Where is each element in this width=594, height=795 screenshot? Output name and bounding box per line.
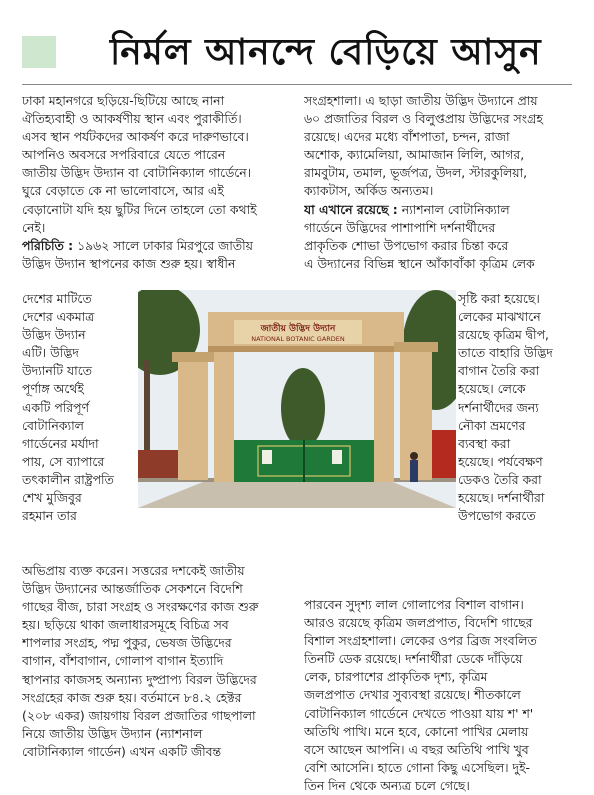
history-first-line: ১৯৬২ সালে ঢাকার মিরপুরে জাতীয়: [73, 237, 253, 253]
attractions-first-line: ন্যাশনাল বোটানিক্যাল: [397, 201, 510, 217]
red-wall-right: [432, 430, 456, 478]
gate-side-roof-left: [172, 352, 214, 362]
text-line: প্রাকৃতিক শোভা উপভোগ করার চিন্তা করে: [304, 237, 509, 253]
section-label-attractions: যা এখানে রয়েছে :: [304, 201, 398, 217]
text-line: দর্শনার্থীদের জন্য: [458, 399, 539, 415]
text-line: ৬০ প্রজাতির বিরল ও বিলুপ্তপ্রায় উদ্ভিদের সংগ্রহ: [304, 111, 543, 127]
gate-poster-2: [332, 450, 342, 464]
text-line: বেড়ানোটা যদি হয় ছুটির দিনে তাহলে তো কথাই: [22, 201, 257, 217]
gate-sign-bangla: জাতীয় উদ্ভিদ উদ্যান: [260, 324, 336, 334]
text-line: পূর্ণাঙ্গ অর্থেই: [22, 381, 84, 397]
visitor-head: [410, 452, 418, 460]
attractions-paragraph: [304, 201, 574, 273]
article-headline: নির্মল আনন্দে বেড়িয়ে আসুন: [110, 31, 542, 73]
text-line: অভিপ্রায় ব্যক্ত করেন। সত্তরের দশকেই জাতীয়: [22, 563, 245, 578]
text-line: দেশের মাটিতে: [22, 291, 92, 306]
text-line: ঘুরে বেড়াতে কে না ভালোবাসে, আর এই: [22, 183, 224, 199]
text-line: অশোক, ক্যামেলিয়া, আমাজান লিলি, আগর,: [304, 147, 525, 163]
text-line: বেশি আসেনি। হাতে গোনা কিছু এসেছিল। দুই-: [304, 759, 530, 775]
text-line: বাগান, বাঁশবাগান, গোলাপ বাগান ইত্যাদি: [22, 653, 224, 669]
gate-pillar-left: [214, 352, 234, 482]
text-line: আরও রয়েছে কৃত্রিম জলপ্রপাত, বিদেশি গাছের: [304, 615, 533, 631]
text-line: তিনটি ডেক রয়েছে। দর্শনার্থীরা ডেকে দাঁড়িয়ে: [304, 651, 523, 667]
gate-illustration: [138, 290, 456, 508]
text-line: রহমান তার: [22, 508, 77, 524]
text-line: তিন দিন থেকে অন্যত্র চলে গেছে।: [304, 777, 470, 793]
text-line: হয়েছে। লেকে: [458, 381, 526, 397]
text-line: এসব স্থান পর্যটকদের আকর্ষণ করে দারুণভাবে।: [22, 129, 249, 145]
gate-side-roof-right: [394, 342, 438, 352]
text-line: অতিথি পাখি। মনে হবে, কোনো পাখির মেলায়: [304, 723, 529, 739]
text-line: উদ্ভিদ উদ্যানের আন্তর্জাতিক সেকশনে বিদেশি: [22, 581, 243, 597]
text-line: [304, 201, 574, 219]
text-line: ব্যবস্থা করা: [458, 435, 511, 451]
left-column-top: [22, 92, 294, 273]
text-line: বসে আছেন আপনি। এ বছর অতিথি পাখি খুব: [304, 741, 529, 757]
left-column-wrap: [22, 290, 134, 525]
text-line: ডেকও তৈরি করা: [458, 471, 542, 487]
text-line: ঢাকা মহানগরে ছড়িয়ে-ছিটিয়ে আছে নানা: [22, 93, 225, 108]
text-line: সৃষ্টি করা হয়েছে।: [458, 291, 540, 306]
text-line: লেকের মাঝখানে: [458, 309, 541, 325]
text-line: উদ্ভিদ উদ্যান স্থাপনের কাজ শুরু হয়। স্বাধীন: [22, 255, 236, 271]
text-line: গার্ডেনের মর্যাদা: [22, 435, 99, 451]
text-line: পায়, সে ব্যাপারে: [22, 453, 105, 469]
text-line: হয়েছে। দর্শনার্থীরা: [458, 490, 545, 506]
section-label-history: পরিচিতি :: [22, 237, 74, 253]
tree-trunk: [144, 360, 150, 450]
text-line: তৎকালীন রাষ্ট্রপতি: [22, 471, 114, 487]
text-line: রয়েছে কৃত্রিম দ্বীপ,: [458, 327, 549, 343]
headline-rule: [22, 84, 572, 85]
text-line: স্থাপনার কাজসহ অন্যান্য দুষ্প্রাপ্য বিরল উদ্ভিদের: [22, 671, 257, 687]
gate-beam-shadow: [208, 346, 404, 352]
text-line: পারবেন সুদৃশ্য লাল গোলাপের বিশাল বাগান।: [304, 597, 524, 612]
gate-poster-1: [262, 450, 272, 464]
text-line: হয়েছে। পর্যবেক্ষণ: [458, 453, 543, 469]
right-column-top: [304, 92, 574, 273]
text-line: [22, 237, 294, 255]
text-line: শাপলার সংগ্রহ, পদ্ম পুকুর, ভেষজ উদ্ভিদের: [22, 635, 232, 651]
text-line: একটি পরিপূর্ণ: [22, 399, 90, 415]
text-line: (২০৮ একর) জায়গায় বিরল প্রজাতির গাছপালা: [22, 707, 256, 723]
text-line: ঐতিহ্যবাহী ও আকর্ষণীয় স্থান এবং পুরাকীর্তি।: [22, 111, 242, 127]
tree-center: [281, 368, 325, 448]
text-line: ক্যাকটাস, অর্কিড অন্যতম।: [304, 183, 434, 199]
red-wall-left: [138, 450, 178, 478]
intro-paragraph: [22, 92, 294, 237]
visitor-figure: [410, 460, 418, 482]
gate-sign-english: NATIONAL BOTANIC GARDEN: [251, 335, 345, 343]
right-column-bottom: [304, 596, 574, 795]
text-line: উদ্ভিদ উদ্যান: [22, 327, 86, 343]
text-line: বাগান তৈরি করা: [458, 363, 540, 379]
gate-side-tower-left: [178, 360, 208, 480]
text-line: দেশের একমাত্র: [22, 309, 95, 325]
text-line: নিয়ে জাতীয় উদ্ভিদ উদ্যান (ন্যাশনাল: [22, 725, 203, 741]
text-line: সংগ্রহের কাজ শুরু হয়। বর্তমানে ৮৪.২ হেক্টর: [22, 689, 242, 705]
text-line: নেই।: [22, 219, 46, 235]
text-line: রয়েছে। এদের মধ্যে বাঁশপাতা, চন্দন, রাজা: [304, 129, 510, 145]
text-line: লেক, চারপাশের প্রাকৃতিক দৃশ্য, কৃত্রিম: [304, 669, 488, 685]
text-line: রামবুটাম, তমাল, ভূর্জপত্র, উদল, স্টারকুলিয়া,: [304, 165, 528, 181]
text-line: আপনিও অবসরে সপরিবারে যেতে পারেন: [22, 147, 226, 163]
left-column-bottom: [22, 562, 294, 761]
header-accent-block: [22, 36, 56, 68]
text-line: সংগ্রহশালা। এ ছাড়া জাতীয় উদ্ভিদ উদ্যানে প্রায়: [304, 93, 538, 108]
history-paragraph: [22, 237, 294, 273]
garden-gate-photo: [138, 290, 456, 508]
text-line: এটি। উদ্ভিদ: [22, 345, 79, 361]
text-line: উপভোগ করতে: [458, 508, 536, 524]
text-line: জলপ্রপাত দেখার সুব্যবস্থা রয়েছে। শীতকালে: [304, 687, 521, 703]
text-line: গাছের বীজ, চারা সংগ্রহ ও সংরক্ষণের কাজ শুরু: [22, 599, 259, 615]
text-line: বোটানিক্যাল গার্ডেন) এখন একটি জীবন্ত: [22, 743, 222, 759]
text-line: তাতে বাহারি উদ্ভিদ: [458, 345, 553, 361]
text-line: এ উদ্যানের বিভিন্ন স্থানে আঁকাবাঁকা কৃত্রিম লেক: [304, 255, 535, 271]
text-line: উদ্যানটি যাতে: [22, 363, 92, 379]
text-line: জাতীয় উদ্ভিদ উদ্যান বা বোটানিক্যাল গার্ডেনে।: [22, 165, 252, 181]
right-column-wrap: [458, 290, 574, 525]
text-line: বোটানিক্যাল গার্ডেনে দেখতে পাওয়া যায় শ' শ': [304, 705, 534, 721]
text-line: বিশাল সংগ্রহশালা। লেকের ওপর ব্রিজ সংবলিত: [304, 633, 537, 649]
text-line: গার্ডেনে উদ্ভিদের পাশাপাশি দর্শনার্থীদের: [304, 219, 496, 235]
text-line: নৌকা ভ্রমণের: [458, 417, 526, 433]
text-line: বোটানিক্যাল: [22, 417, 84, 433]
gate-pillar-right: [374, 352, 394, 482]
text-line: হয়। ছড়িয়ে থাকা জলাধারসমূহে বিচিত্র সব: [22, 617, 229, 633]
collection-paragraph: [304, 92, 574, 201]
text-line: শেখ মুজিবুর: [22, 490, 82, 506]
